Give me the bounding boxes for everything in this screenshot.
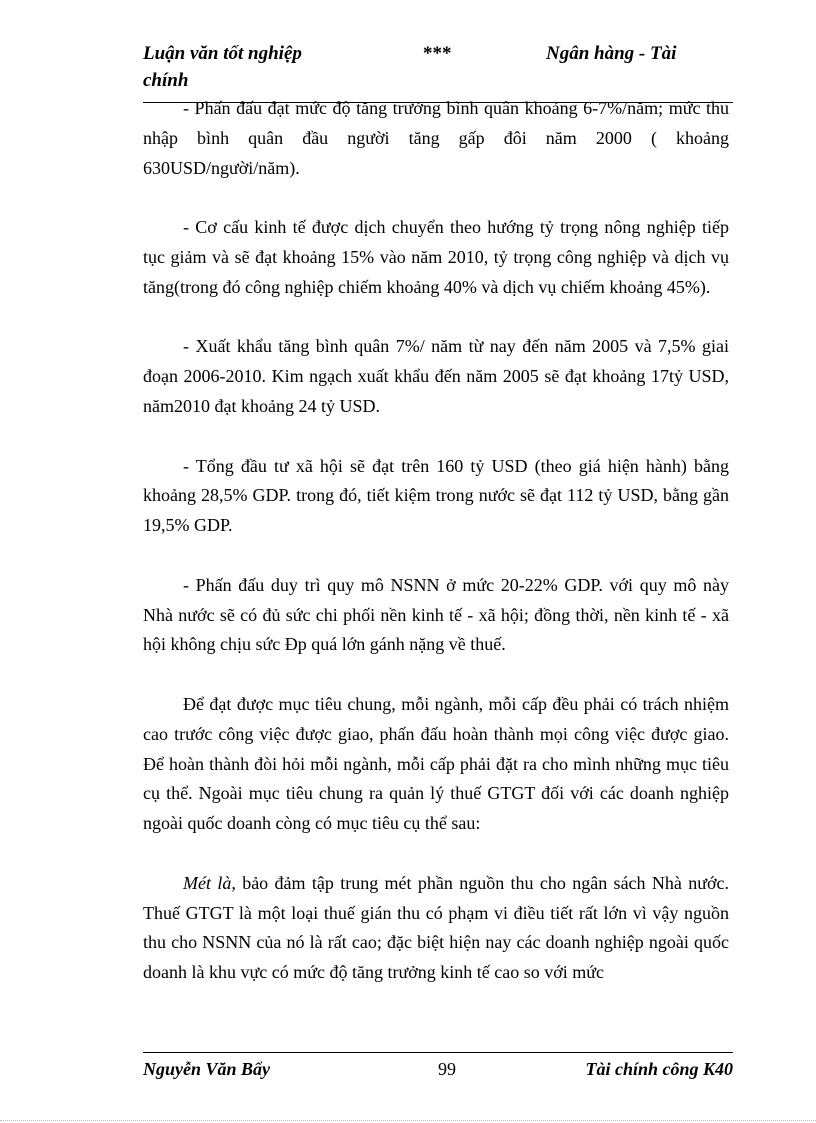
paragraph-economic-structure	[143, 213, 729, 302]
page-bottom-divider	[0, 1120, 816, 1121]
paragraph-text: - Tổng đầu tư xã hội sẽ đạt trên 160 tỷ USD (theo giá hiện hành) bằng khoảng 28,5% GDP. trong đó, tiết kiệm trong nước sẽ đạt 112 tỷ USD, bằng gần 19,5% GDP.	[143, 455, 729, 536]
paragraph-text: Để đạt được mục tiêu chung, mỗi ngành, mỗi cấp đều phải có trách nhiệm cao trước công việc được giao, phấn đấu hoàn thành mọi công việc được giao. Để hoàn thành đòi hỏi mỗi ngành, mỗi cấp phải đặt ra cho mình những mục tiêu cụ thể. Ngoài mục tiêu chung ra quản lý thuế GTGT đối với các doanh nghiệp ngoài quốc doanh còng có mục tiêu cụ thể sau:	[143, 693, 729, 834]
paragraph-specific-goals	[143, 690, 729, 839]
paragraph-investment	[143, 452, 729, 541]
document-body	[143, 94, 729, 988]
page-footer	[143, 1052, 733, 1093]
footer-page-number: 99	[438, 1059, 456, 1079]
footer-author: Nguyễn Văn Bẩy	[143, 1059, 271, 1079]
header-separator: ***	[423, 43, 452, 64]
header-thesis-title: Luận văn tốt nghiệp chính	[143, 43, 302, 91]
paragraph-text: bảo đảm tập trung mét phần nguồn thu cho ngân sách Nhà nước. Thuế GTGT là một loại thuế gián thu có phạm vi điều tiết rất lớn vì vậy nguồn thu cho NSNN của nó là rất cao; đặc biệt hiện nay các doanh nghiệp ngoài quốc doanh là khu vực có mức độ tăng trưởng kinh tế cao so với mức	[143, 872, 729, 983]
footer-course: Tài chính công K40	[585, 1059, 733, 1079]
paragraph-exports	[143, 332, 729, 421]
paragraph-text: - Phấn đấu duy trì quy mô NSNN ở mức 20-22% GDP. với quy mô này Nhà nước sẽ có đủ sức chi phối nền kinh tế - xã hội; đồng thời, nền kinh tế - xã hội không chịu sức Ðp quá lớn gánh nặng về thuế.	[143, 574, 729, 655]
paragraph-text: - Cơ cấu kinh tế được dịch chuyển theo hướng tỷ trọng nông nghiệp tiếp tục giảm và sẽ đạt khoảng 15% vào năm 2010, tỷ trọng công nghiệp và dịch vụ tăng(trong đó công nghiệp chiếm khoảng 40% và dịch vụ chiếm khoảng 45%).	[143, 217, 729, 297]
paragraph-first-goal	[143, 869, 729, 988]
paragraph-text: - Xuất khẩu tăng bình quân 7%/ năm từ nay đến năm 2005 và 7,5% giai đoạn 2006-2010. Kim ngạch xuất khẩu đến năm 2005 sẽ đạt khoảng 17tỷ USD, năm2010 đạt khoảng 24 tỷ USD.	[143, 336, 729, 416]
paragraph-lead-italic: Mét là,	[183, 872, 236, 893]
paragraph-state-budget	[143, 571, 729, 660]
paragraph-growth-target	[143, 94, 729, 183]
header-department: Ngân hàng - Tài	[546, 43, 677, 64]
paragraph-text: - Phấn đấu đạt mức độ tăng trưởng bình quân khoảng 6-7%/năm; mức thu nhập bình quân đầu người tăng gấp đôi năm 2000 ( khoảng 630USD/người/năm).	[143, 98, 729, 178]
